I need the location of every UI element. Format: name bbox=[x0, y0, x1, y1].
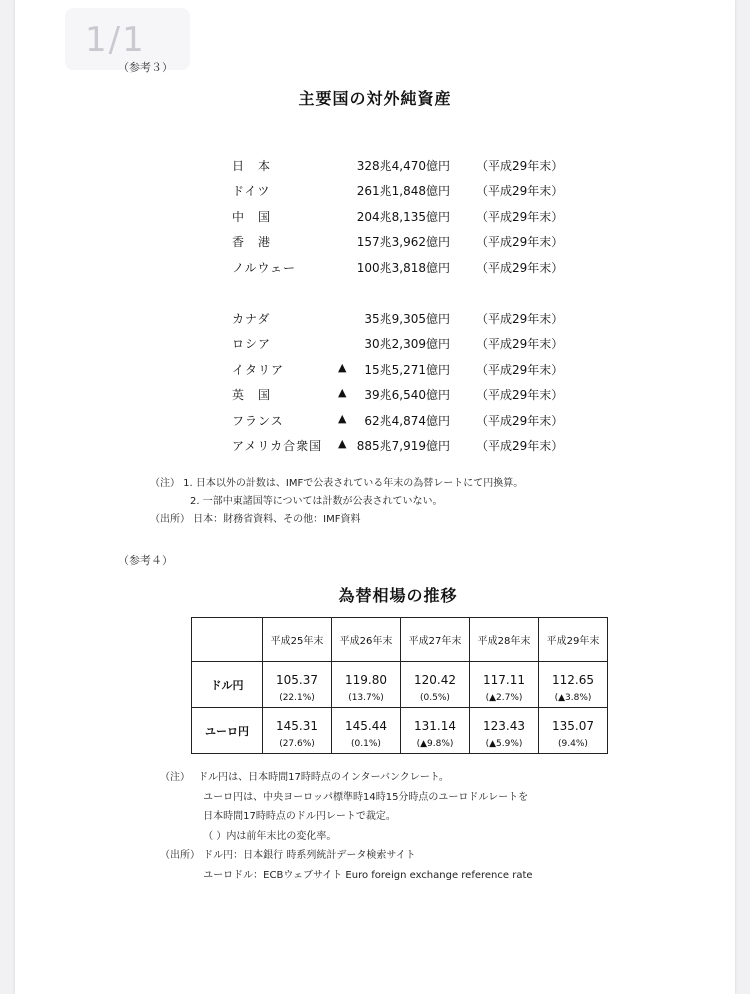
net-asset-value: 204兆8,135億円 bbox=[356, 210, 450, 224]
rate-cell bbox=[539, 708, 608, 754]
country-name: 日 本 bbox=[232, 159, 272, 173]
rate-change: (0.5%) bbox=[420, 693, 450, 703]
ref3-notes bbox=[150, 475, 523, 529]
net-asset-value: 35兆9,305億円 bbox=[364, 312, 450, 326]
rate-change: (22.1%) bbox=[279, 693, 315, 703]
rate-cell bbox=[470, 708, 539, 754]
net-asset-value: 157兆3,962億円 bbox=[356, 235, 450, 249]
net-asset-value: 261兆1,848億円 bbox=[356, 184, 450, 198]
rate-cell bbox=[332, 708, 401, 754]
page-number: 1/1 bbox=[85, 20, 146, 60]
country-name: 英 国 bbox=[232, 388, 272, 402]
column-header: 平成29年末 bbox=[539, 618, 608, 662]
column-header: 平成25年末 bbox=[263, 618, 332, 662]
period-label: （平成29年末） bbox=[476, 210, 564, 224]
rate-value: 145.31 bbox=[276, 719, 318, 733]
rate-change: (9.4%) bbox=[558, 739, 588, 749]
ref4-note-3: 日本時間17時時点のドル円レートで裁定。 bbox=[160, 811, 396, 822]
rate-value: 119.80 bbox=[345, 673, 387, 687]
ref4-source-2: ユーロドル：ECBウェブサイト Euro foreign exchange reference rate bbox=[160, 869, 533, 881]
period-label: （平成29年末） bbox=[476, 312, 564, 326]
rate-cell bbox=[539, 662, 608, 708]
period-label: （平成29年末） bbox=[476, 363, 564, 377]
row-label: ドル円 bbox=[192, 662, 263, 708]
net-asset-value: 100兆3,818億円 bbox=[356, 261, 450, 275]
table-row-eurjpy bbox=[192, 708, 608, 754]
net-asset-value: 30兆2,309億円 bbox=[364, 337, 450, 351]
exchange-rate-table bbox=[191, 617, 608, 754]
rate-value: 123.43 bbox=[483, 719, 525, 733]
period-label: （平成29年末） bbox=[476, 184, 564, 198]
country-name: フランス bbox=[232, 414, 284, 428]
ref4-note-1: （注） ドル円は、日本時間17時時点のインターバンクレート。 bbox=[160, 772, 449, 783]
rate-cell bbox=[263, 662, 332, 708]
negative-marker: ▲ bbox=[338, 437, 347, 450]
column-header: 平成28年末 bbox=[470, 618, 539, 662]
country-name: ロシア bbox=[232, 337, 272, 351]
table-header-row bbox=[192, 618, 608, 662]
rate-value: 105.37 bbox=[276, 673, 318, 687]
ref3-label: （参考３） bbox=[118, 61, 173, 74]
rate-change: (▲2.7%) bbox=[485, 693, 523, 703]
rate-value: 112.65 bbox=[552, 673, 594, 687]
ref3-title: 主要国の対外純資産 bbox=[298, 89, 452, 108]
rate-cell bbox=[401, 708, 470, 754]
period-label: （平成29年末） bbox=[476, 414, 564, 428]
rate-change: (0.1%) bbox=[351, 739, 381, 749]
net-asset-value: 15兆5,271億円 bbox=[364, 363, 450, 377]
ref3-note-2: 2. 一部中東諸国等については計数が公表されていない。 bbox=[150, 496, 443, 507]
rate-value: 117.11 bbox=[483, 673, 525, 687]
country-name: ノルウェー bbox=[232, 261, 297, 275]
country-name: 中 国 bbox=[232, 210, 272, 224]
column-header: 平成27年末 bbox=[401, 618, 470, 662]
rate-cell bbox=[401, 662, 470, 708]
period-label: （平成29年末） bbox=[476, 337, 564, 351]
net-asset-value: 62兆4,874億円 bbox=[364, 414, 450, 428]
ref4-source-1: （出所） ドル円：日本銀行 時系列統計データ検索サイト bbox=[160, 850, 416, 861]
period-label: （平成29年末） bbox=[476, 261, 564, 275]
net-asset-value: 885兆7,919億円 bbox=[356, 439, 450, 453]
rate-value: 120.42 bbox=[414, 673, 456, 687]
table-row-usdjpy bbox=[192, 662, 608, 708]
rate-value: 135.07 bbox=[552, 719, 594, 733]
ref4-title: 為替相場の推移 bbox=[338, 586, 458, 605]
period-label: （平成29年末） bbox=[476, 388, 564, 402]
country-name: カナダ bbox=[232, 312, 271, 326]
ref4-notes bbox=[160, 768, 533, 885]
rate-change: (▲5.9%) bbox=[485, 739, 523, 749]
country-name: 香 港 bbox=[232, 235, 272, 249]
rate-value: 145.44 bbox=[345, 719, 387, 733]
row-label: ユーロ円 bbox=[192, 708, 263, 754]
net-asset-value: 39兆6,540億円 bbox=[364, 388, 450, 402]
ref4-note-4: （ ）内は前年末比の変化率。 bbox=[160, 830, 337, 842]
rate-cell bbox=[470, 662, 539, 708]
rate-cell bbox=[332, 662, 401, 708]
ref4-note-2: ユーロ円は、中央ヨーロッパ標準時14時15分時点のユーロドルレートを bbox=[160, 791, 529, 803]
period-label: （平成29年末） bbox=[476, 235, 564, 249]
negative-marker: ▲ bbox=[338, 361, 347, 374]
country-name: イタリア bbox=[232, 363, 285, 377]
rate-value: 131.14 bbox=[414, 719, 456, 733]
ref4-label: （参考４） bbox=[118, 554, 173, 567]
rate-change: (27.6%) bbox=[279, 739, 315, 749]
table-corner-cell bbox=[192, 618, 263, 662]
rate-change: (▲9.8%) bbox=[416, 739, 454, 749]
country-name: アメリカ合衆国 bbox=[232, 439, 323, 453]
rate-change: (13.7%) bbox=[348, 693, 384, 703]
net-asset-value: 328兆4,470億円 bbox=[356, 159, 450, 173]
negative-marker: ▲ bbox=[338, 386, 347, 399]
ref3-source: （出所） 日本：財務省資料、その他：IMF資料 bbox=[150, 514, 361, 525]
rate-cell bbox=[263, 708, 332, 754]
column-header: 平成26年末 bbox=[332, 618, 401, 662]
country-name: ドイツ bbox=[232, 184, 271, 198]
rate-change: (▲3.8%) bbox=[554, 693, 592, 703]
period-label: （平成29年末） bbox=[476, 159, 564, 173]
negative-marker: ▲ bbox=[338, 412, 347, 425]
period-label: （平成29年末） bbox=[476, 439, 564, 453]
ref3-note-1: （注） 1. 日本以外の計数は、IMFで公表されている年末の為替レートにて円換算。 bbox=[150, 478, 524, 489]
